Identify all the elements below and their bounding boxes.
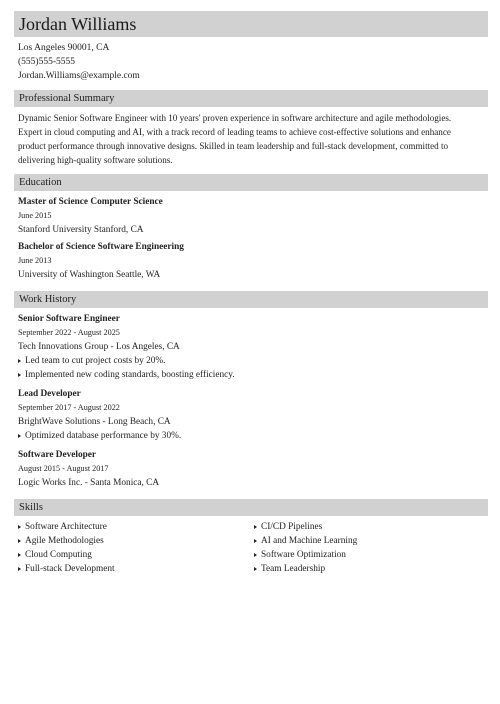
work-title: Work History	[19, 294, 77, 305]
school: Stanford University Stanford, CA	[18, 225, 144, 235]
company: Logic Works Inc. - Santa Monica, CA	[18, 478, 160, 488]
summary-title: Professional Summary	[19, 93, 115, 104]
skill-item: CI/CD Pipelines	[254, 520, 484, 534]
address: Los Angeles 90001, CA	[18, 43, 110, 53]
job-entry	[18, 312, 486, 382]
skill-item: AI and Machine Learning	[254, 534, 484, 548]
education-title: Education	[19, 177, 62, 188]
job-title: Lead Developer	[18, 389, 81, 399]
job-entry	[18, 448, 486, 490]
job-title: Senior Software Engineer	[18, 314, 120, 324]
bullet-item: Led team to cut project costs by 20%.	[18, 354, 486, 368]
job-dates: September 2022 - August 2025	[18, 328, 120, 337]
summary-line: delivering high-quality software solutions.	[18, 155, 173, 165]
education-entry	[18, 195, 486, 237]
skill-item: Agile Methodologies	[18, 534, 238, 548]
skills-title: Skills	[19, 502, 43, 513]
name-header-bar	[14, 11, 488, 37]
skills-left-column	[18, 520, 238, 576]
summary-text	[18, 111, 486, 167]
email: Jordan.Williams@example.com	[18, 71, 140, 81]
education-entry	[18, 240, 486, 282]
bullet-icon	[18, 434, 21, 438]
skill-item: Team Leadership	[254, 562, 484, 576]
phone: (555)555-5555	[18, 57, 75, 67]
graduation-date: June 2015	[18, 211, 52, 220]
bullet-icon	[18, 525, 21, 529]
bullet-icon	[18, 567, 21, 571]
candidate-name: Jordan Williams	[19, 14, 137, 34]
bullet-icon	[18, 359, 21, 363]
job-bullets	[18, 354, 486, 382]
bullet-icon	[254, 553, 257, 557]
company: BrightWave Solutions - Long Beach, CA	[18, 417, 171, 427]
summary-section-header	[14, 90, 488, 107]
bullet-item: Optimized database performance by 30%.	[18, 429, 486, 443]
skill-item: Cloud Computing	[18, 548, 238, 562]
graduation-date: June 2013	[18, 256, 52, 265]
bullet-icon	[254, 539, 257, 543]
school: University of Washington Seattle, WA	[18, 270, 161, 280]
summary-line: Dynamic Senior Software Engineer with 10 years' proven experience in software architecture and agile methodologies.	[18, 113, 452, 123]
degree: Bachelor of Science Software Engineering	[18, 242, 184, 252]
skills-right-column	[254, 520, 484, 576]
work-section-header	[14, 291, 488, 308]
bullet-icon	[18, 539, 21, 543]
bullet-item: Implemented new coding standards, boosting efficiency.	[18, 368, 486, 382]
skill-item: Software Optimization	[254, 548, 484, 562]
job-title: Software Developer	[18, 450, 97, 460]
skill-item: Full-stack Development	[18, 562, 238, 576]
job-bullets	[18, 429, 486, 443]
bullet-icon	[18, 373, 21, 377]
contact-info	[18, 41, 488, 83]
job-dates: September 2017 - August 2022	[18, 403, 120, 412]
degree: Master of Science Computer Science	[18, 197, 163, 207]
job-dates: August 2015 - August 2017	[18, 464, 109, 473]
company: Tech Innovations Group - Los Angeles, CA	[18, 342, 180, 352]
bullet-icon	[254, 525, 257, 529]
summary-line: product performance through innovative designs. Skilled in team leadership and full-stack development, committed to	[18, 141, 449, 151]
skill-item: Software Architecture	[18, 520, 238, 534]
bullet-icon	[18, 553, 21, 557]
job-entry	[18, 387, 486, 443]
summary-line: Expert in cloud computing and AI, with a track record of leading teams to achieve cost-effective solutions and enhance	[18, 127, 451, 137]
education-section-header	[14, 174, 488, 191]
skills-section-header	[14, 499, 488, 516]
bullet-icon	[254, 567, 257, 571]
